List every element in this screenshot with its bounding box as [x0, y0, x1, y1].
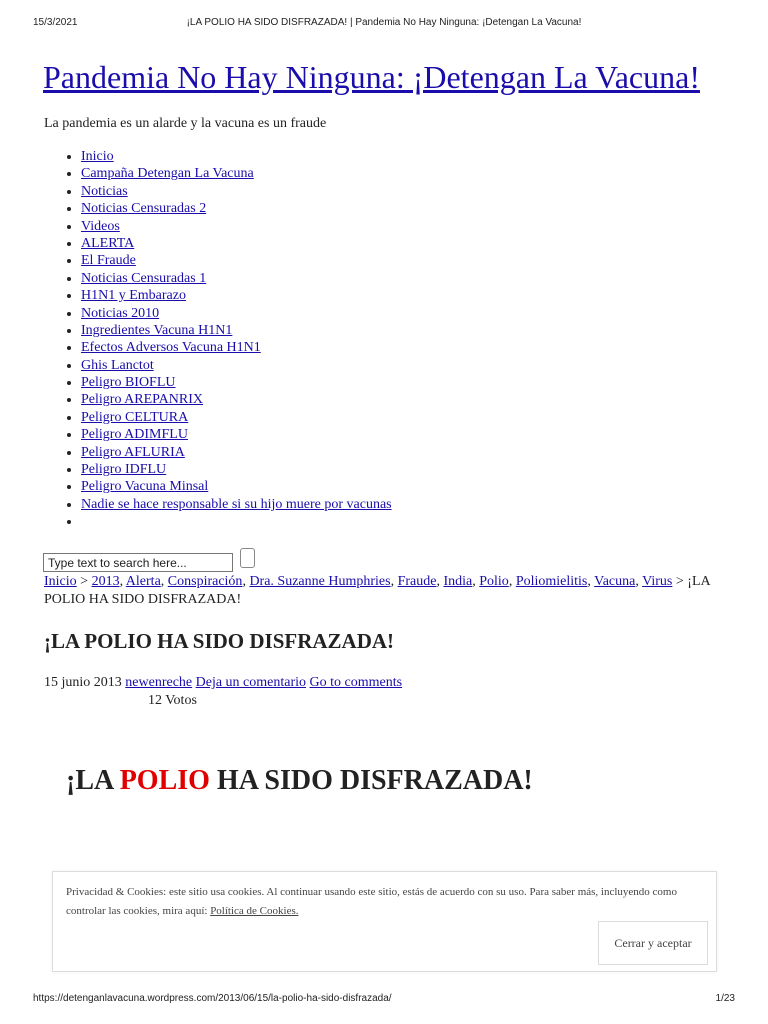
breadcrumb-category-link[interactable]: Virus [642, 574, 673, 589]
search-button[interactable] [240, 548, 255, 568]
nav-item [81, 252, 392, 269]
breadcrumb-separator: > [80, 574, 89, 589]
nav-link[interactable]: Inicio [81, 149, 114, 164]
breadcrumb: Inicio > 2013, Alerta, Conspiración, Dra. Suzanne Humphries, Fraude, India, Polio, Poliomielitis, Vacuna, Virus > ¡LA POLIO HA SIDO DISFRAZADA! [44, 574, 710, 607]
nav-item [81, 287, 392, 304]
nav-link[interactable]: Peligro BIOFLU [81, 375, 176, 391]
nav-link[interactable]: Noticias Censuradas 2 [81, 201, 207, 217]
nav-link[interactable]: Peligro AREPANRIX [81, 392, 204, 408]
nav-link[interactable]: Ingredientes Vacuna H1N1 [81, 322, 233, 338]
print-page-number: 1/23 [715, 993, 735, 1004]
cookie-accept-button[interactable]: Cerrar y aceptar [598, 921, 708, 965]
nav-item [81, 461, 392, 478]
nav-item [81, 148, 392, 165]
breadcrumb-year-link[interactable]: 2013 [91, 574, 120, 589]
nav-item [81, 218, 392, 235]
breadcrumb-home-link[interactable]: Inicio [44, 574, 77, 589]
main-nav [44, 148, 392, 531]
cookie-policy-link[interactable]: Política de Cookies. [210, 905, 299, 917]
nav-link[interactable]: Noticias Censuradas 1 [81, 270, 207, 286]
nav-link[interactable]: Videos [81, 218, 120, 234]
nav-item [81, 409, 392, 426]
nav-link[interactable]: Noticias 2010 [81, 305, 160, 321]
cookie-text-line1: Privacidad & Cookies: este sitio usa cookies. Al continuar usando este sitio, estás de acuerdo con su uso. Para saber más, incluyendo como [66, 886, 677, 898]
breadcrumb-separator: > [675, 574, 684, 589]
nav-item [81, 426, 392, 443]
nav-link[interactable]: El Fraude [81, 253, 136, 269]
nav-link[interactable]: Efectos Adversos Vacuna H1N1 [81, 340, 261, 356]
nav-link[interactable]: Peligro CELTURA [81, 409, 189, 425]
post-date: 15 junio 2013 [44, 675, 122, 690]
print-date: 15/3/2021 [33, 17, 78, 28]
nav-item [81, 270, 392, 287]
nav-item [81, 200, 392, 217]
nav-item [81, 478, 392, 495]
nav-item [81, 183, 392, 200]
nav-link[interactable]: ALERTA [81, 235, 135, 251]
print-page-title: ¡LA POLIO HA SIDO DISFRAZADA! | Pandemia No Hay Ninguna: ¡Detengan La Vacuna! [186, 17, 582, 28]
site-title [43, 57, 700, 97]
nav-item [81, 235, 392, 252]
print-url: https://detenganlavacuna.wordpress.com/2013/06/15/la-polio-ha-sido-disfrazada/ [33, 993, 392, 1004]
cookie-text-line2: controlar las cookies, mira aquí: [66, 905, 211, 917]
print-footer [33, 993, 735, 1007]
breadcrumb-category-link[interactable]: Conspiración [167, 574, 243, 589]
search-input[interactable] [43, 553, 233, 572]
post-votes: 12 Votos [148, 693, 197, 708]
nav-link[interactable]: Noticias [81, 183, 128, 199]
leave-comment-link[interactable]: Deja un comentario [195, 675, 307, 690]
go-to-comments-link[interactable]: Go to comments [309, 675, 403, 690]
content-heading-part1: ¡LA [66, 765, 120, 796]
nav-item-empty [81, 513, 392, 530]
nav-item [81, 496, 392, 513]
nav-link[interactable]: Peligro Vacuna Minsal [81, 479, 209, 495]
site-tagline: La pandemia es un alarde y la vacuna es un fraude [44, 116, 327, 131]
breadcrumb-category-link[interactable]: Alerta [125, 574, 161, 589]
nav-item [81, 339, 392, 356]
print-header [33, 17, 735, 31]
post-author-link[interactable]: newenreche [125, 675, 193, 690]
nav-item [81, 322, 392, 339]
nav-link[interactable]: Campaña Detengan La Vacuna [81, 166, 254, 182]
nav-link[interactable]: Peligro ADIMFLU [81, 427, 188, 443]
post-title: ¡LA POLIO HA SIDO DISFRAZADA! [44, 629, 395, 653]
breadcrumb-category-link[interactable]: Polio [479, 574, 509, 589]
nav-link[interactable]: Peligro IDFLU [81, 462, 167, 478]
breadcrumb-category-link[interactable]: Vacuna [594, 574, 636, 589]
nav-link[interactable]: H1N1 y Embarazo [81, 288, 186, 304]
nav-item [81, 374, 392, 391]
nav-item [81, 305, 392, 322]
nav-item [81, 444, 392, 461]
breadcrumb-category-link[interactable]: Fraude [397, 574, 437, 589]
nav-link[interactable]: Peligro AFLURIA [81, 444, 185, 460]
nav-item [81, 165, 392, 182]
site-title-link[interactable]: Pandemia No Hay Ninguna: ¡Detengan La Vacuna! [43, 59, 700, 95]
post-meta [44, 674, 402, 691]
nav-item [81, 391, 392, 408]
nav-link[interactable]: Ghis Lanctot [81, 357, 154, 373]
breadcrumb-current: ¡LA POLIO HA SIDO DISFRAZADA! [44, 574, 710, 607]
content-heading [66, 763, 533, 799]
content-heading-highlight: POLIO [119, 765, 210, 796]
nav-link[interactable]: Nadie se hace responsable si su hijo muere por vacunas [81, 496, 392, 512]
breadcrumb-category-link[interactable]: India [443, 574, 473, 589]
breadcrumb-category-link[interactable]: Dra. Suzanne Humphries [249, 574, 391, 589]
breadcrumb-categories: Alerta, Conspiración, Dra. Suzanne Humphries, Fraude, India, Polio, Poliomielitis, Vacuna, Virus [125, 574, 673, 589]
breadcrumb-category-link[interactable]: Poliomielitis [515, 574, 588, 589]
nav-item [81, 357, 392, 374]
cookie-text [66, 883, 696, 921]
content-heading-part2: HA SIDO DISFRAZADA! [209, 765, 533, 796]
